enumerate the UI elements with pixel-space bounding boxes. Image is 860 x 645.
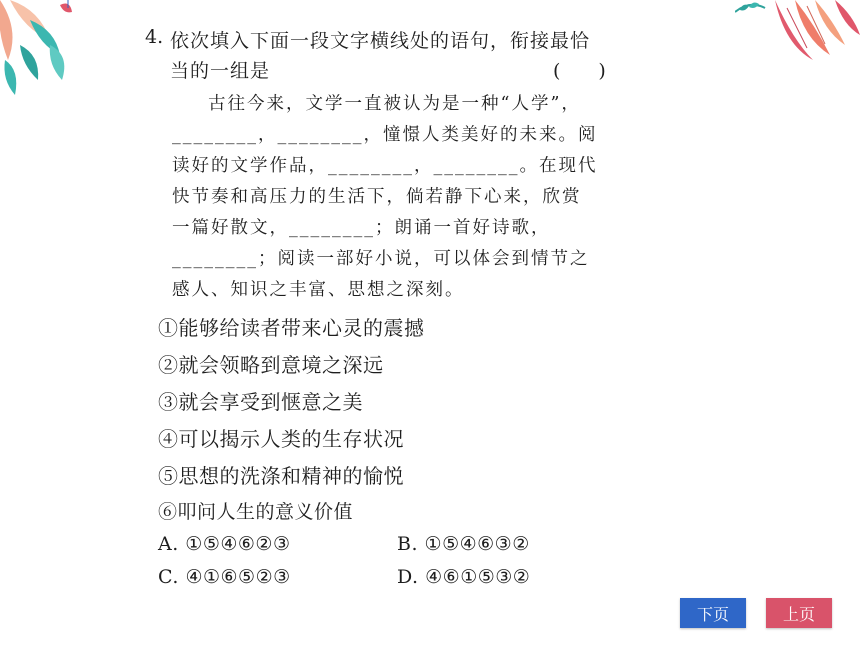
option-item: ①能够给读者带来心灵的震撼 bbox=[158, 316, 425, 340]
passage-line: 古往今来，文学一直被认为是一种“人学”， bbox=[208, 94, 581, 114]
option-item: ②就会领略到意境之深远 bbox=[158, 353, 384, 377]
floral-decoration-right-icon bbox=[735, 0, 860, 80]
next-page-button[interactable]: 下页 bbox=[680, 598, 746, 628]
choice-d: D. ④⑥①⑤③② bbox=[397, 566, 531, 588]
choice-b: B. ①⑤④⑥③② bbox=[397, 533, 530, 555]
passage-line: 一篇好散文，________；朗诵一首好诗歌， bbox=[172, 218, 551, 238]
passage-line: 感人、知识之丰富、思想之深刻。 bbox=[172, 280, 465, 300]
passage-line: ________，________，憧憬人类美好的未来。阅 bbox=[172, 125, 598, 145]
choice-c: C. ④①⑥⑤②③ bbox=[158, 566, 291, 588]
option-item: ④可以揭示人类的生存状况 bbox=[158, 427, 404, 451]
passage-line: 读好的文学作品，________，________。在现代 bbox=[172, 156, 598, 176]
question-stem-line2: 当的一组是 bbox=[170, 60, 271, 82]
prev-page-button[interactable]: 上页 bbox=[766, 598, 832, 628]
floral-decoration-left-icon bbox=[0, 0, 140, 110]
choice-a: A. ①⑤④⑥②③ bbox=[158, 533, 291, 555]
option-item: ③就会享受到惬意之美 bbox=[158, 390, 363, 414]
option-item: ⑥叩问人生的意义价值 bbox=[158, 501, 354, 523]
passage-line: 快节奏和高压力的生活下，倘若静下心来，欣赏 bbox=[172, 187, 582, 207]
option-item: ⑤思想的洗涤和精神的愉悦 bbox=[158, 464, 404, 488]
question-number: 4. bbox=[145, 26, 164, 48]
passage-line: ________；阅读一部好小说，可以体会到情节之 bbox=[172, 249, 590, 269]
answer-parentheses: ( ) bbox=[553, 60, 606, 82]
question-stem-line1: 依次填入下面一段文字横线处的语句，衔接最恰 bbox=[170, 30, 591, 52]
